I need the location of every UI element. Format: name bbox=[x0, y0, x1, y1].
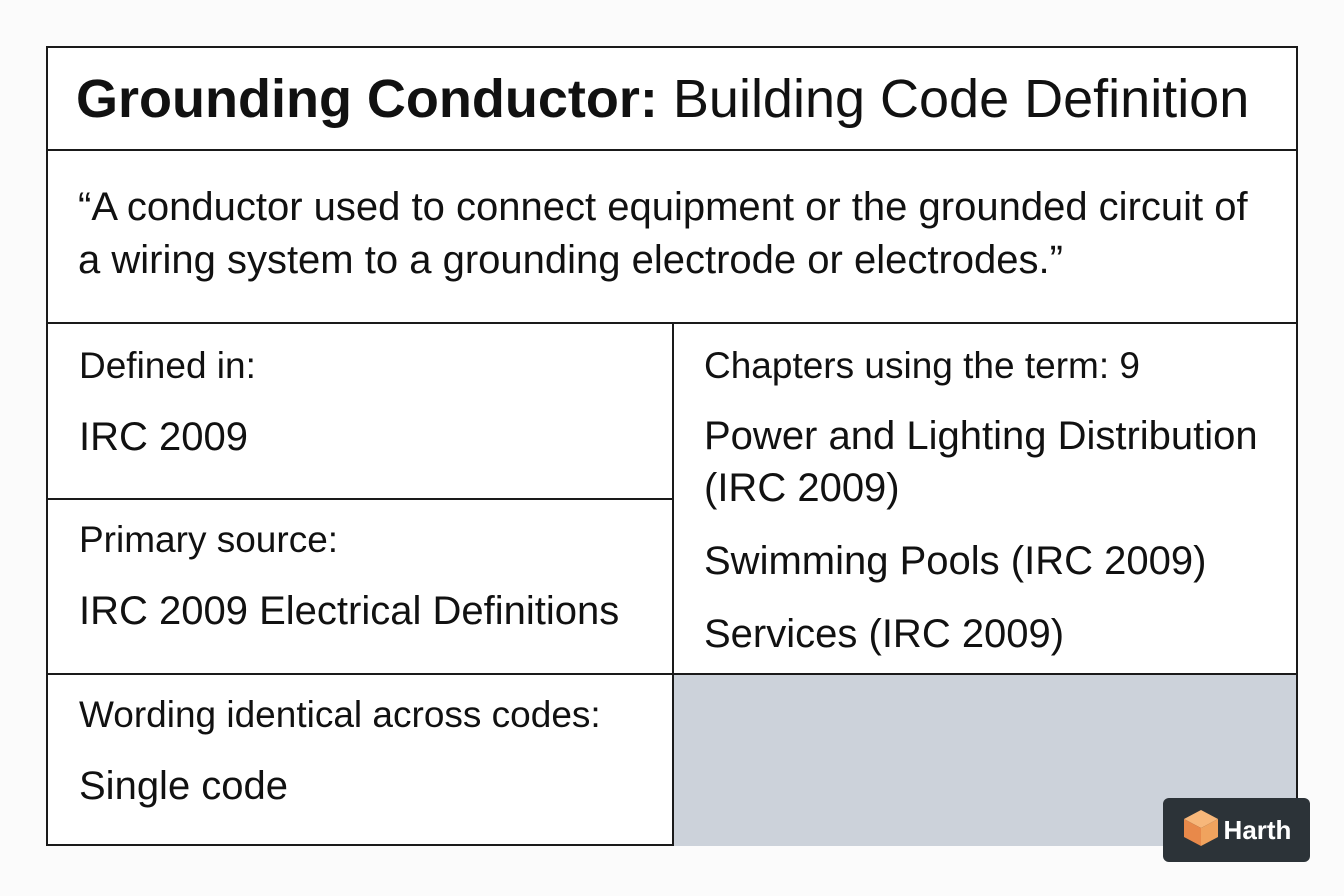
definition-quote: “A conductor used to connect equipment or the grounded circuit of a wiring system to a grounding electrode or electrodes.” bbox=[48, 151, 1296, 324]
chapter-item: Swimming Pools (IRC 2009) bbox=[704, 539, 1207, 583]
logo-text: Harth bbox=[1223, 814, 1292, 845]
harth-logo bbox=[1163, 798, 1310, 862]
wording-cell bbox=[48, 675, 674, 846]
chapter-list bbox=[704, 410, 1296, 660]
defined-in-cell bbox=[48, 324, 674, 500]
primary-source-value: IRC 2009 Electrical Definitions bbox=[79, 589, 620, 633]
title-subtitle: Building Code Definition bbox=[672, 68, 1250, 129]
chapters-label: Chapters using the term: 9 bbox=[704, 345, 1140, 386]
harth-cube-logo-icon bbox=[1182, 808, 1220, 853]
title-term: Grounding Conductor: bbox=[76, 68, 658, 129]
defined-in-label: Defined in: bbox=[79, 345, 256, 386]
chapters-cell bbox=[674, 324, 1296, 675]
wording-value: Single code bbox=[79, 764, 289, 808]
chapter-item: Power and Lighting Distribution (IRC 2009) bbox=[704, 414, 1258, 510]
chapter-item: Services (IRC 2009) bbox=[704, 612, 1065, 656]
defined-in-value: IRC 2009 bbox=[79, 415, 248, 459]
primary-source-cell bbox=[48, 500, 674, 675]
wording-label: Wording identical across codes: bbox=[79, 694, 601, 735]
definition-card bbox=[46, 46, 1298, 846]
primary-source-label: Primary source: bbox=[79, 519, 339, 560]
page-title bbox=[48, 48, 1296, 151]
